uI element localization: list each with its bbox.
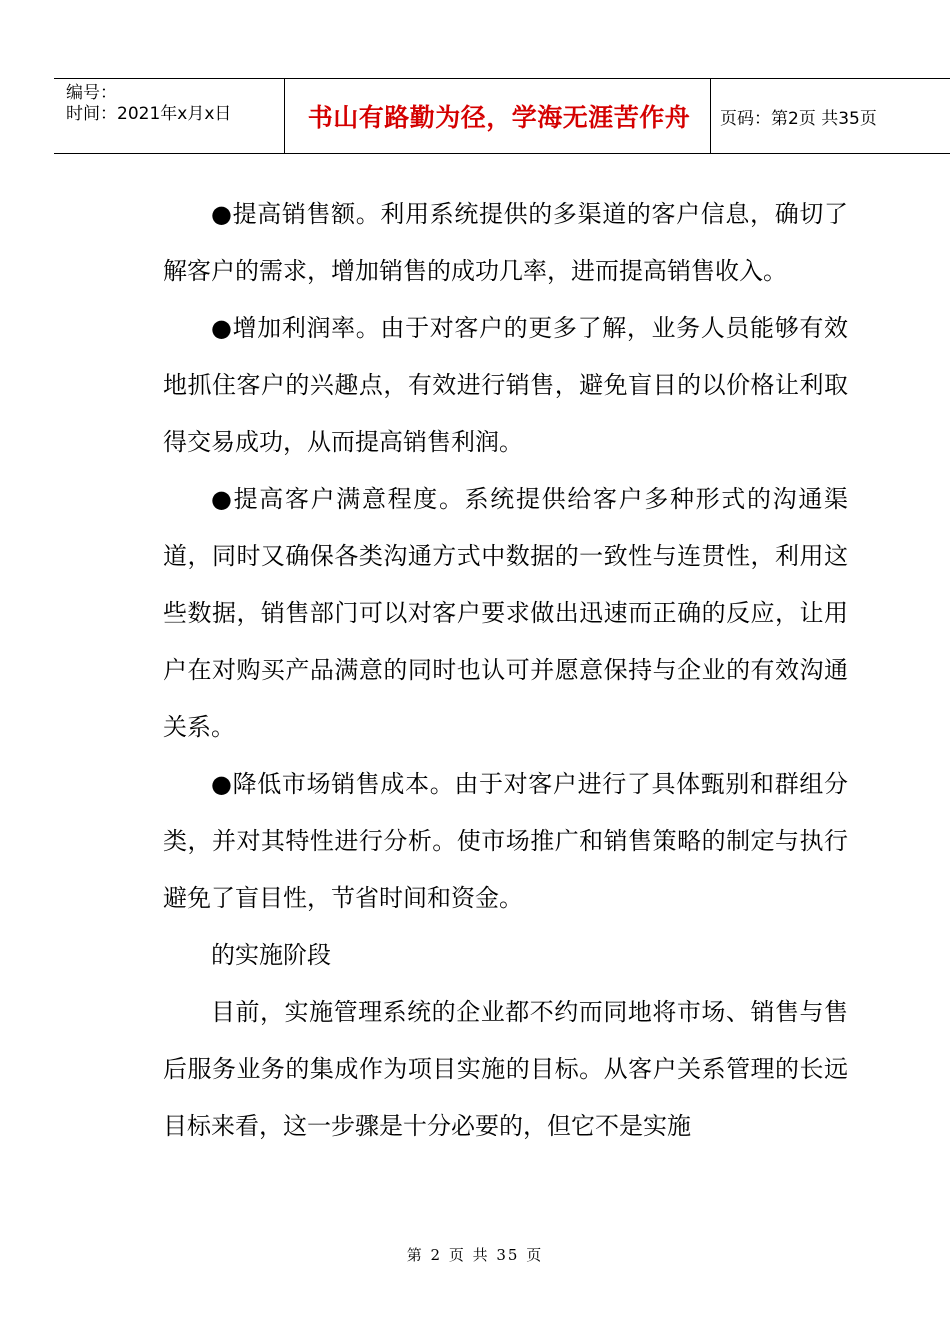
header-divider-right: [710, 79, 711, 153]
paragraph-customer-satisfaction: ●提高客户满意程度。系统提供给客户多种形式的沟通渠道，同时又确保各类沟通方式中数据的一致性与连贯性，利用这些数据，销售部门可以对客户要求做出迅速而正确的反应，让用户在对购买产品满意的同时也认可并愿意保持与企业的有效沟通关系。: [163, 485, 848, 741]
paragraph-increase-profit: ●增加利润率。由于对客户的更多了解，业务人员能够有效地抓住客户的兴趣点，有效进行销售，避免盲目的以价格让利取得交易成功，从而提高销售利润。: [163, 314, 848, 456]
document-body: [163, 186, 848, 1155]
page-footer: 第 2 页 共 35 页: [406, 1246, 544, 1264]
document-time-label: 时间：2021年x月x日: [66, 104, 232, 124]
document-number-label: 编号：: [66, 83, 117, 103]
header-divider-left: [284, 79, 285, 153]
header-motto: 书山有路勤为径，学海无涯苦作舟: [307, 103, 691, 132]
paragraph-implementation: 目前，实施管理系统的企业都不约而同地将市场、销售与售后服务业务的集成作为项目实施的目标。从客户关系管理的长远目标来看，这一步骤是十分必要的，但它不是实施: [163, 998, 848, 1140]
header-page-info: 页码：第2页 共35页: [720, 108, 877, 129]
header-meta: [66, 83, 231, 125]
page-header: [54, 78, 950, 154]
paragraph-increase-sales: ●提高销售额。利用系统提供的多渠道的客户信息，确切了解客户的需求，增加销售的成功几率，进而提高销售收入。: [163, 200, 848, 285]
paragraph-reduce-cost: ●降低市场销售成本。由于对客户进行了具体甄别和群组分类，并对其特性进行分析。使市场推广和销售策略的制定与执行避免了盲目性，节省时间和资金。: [163, 770, 848, 912]
section-heading-implementation-stage: 的实施阶段: [211, 941, 331, 969]
